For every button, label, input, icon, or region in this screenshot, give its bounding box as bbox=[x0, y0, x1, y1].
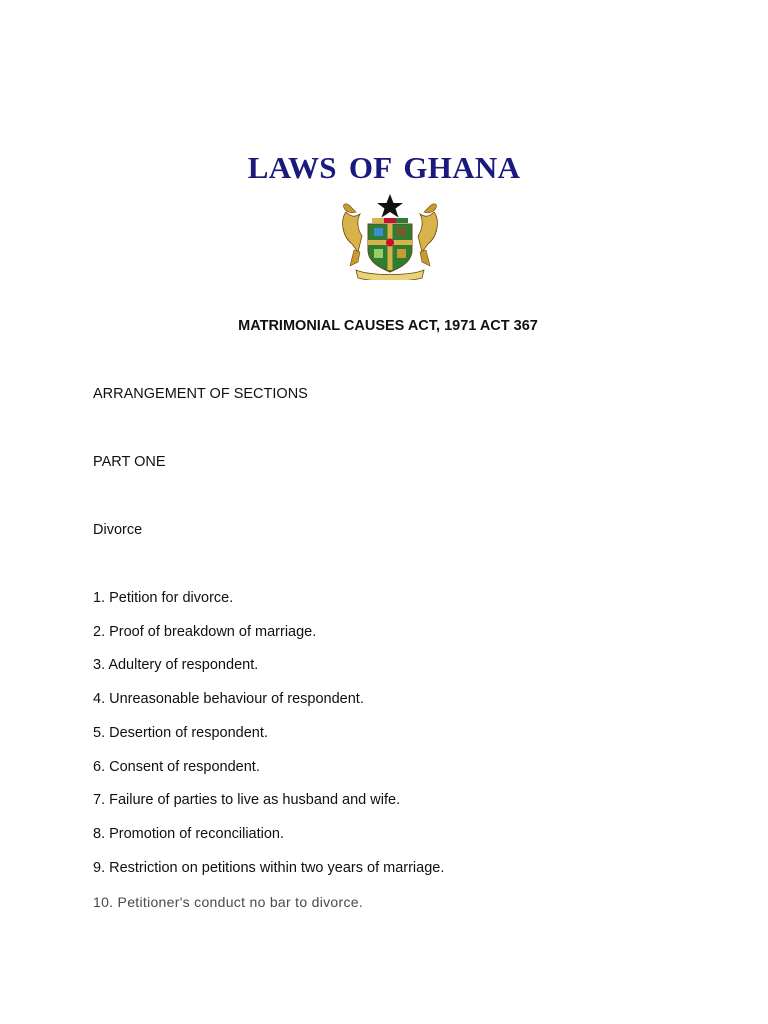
section-item: 5. Desertion of respondent. bbox=[93, 725, 268, 741]
section-item: 3. Adultery of respondent. bbox=[93, 657, 259, 673]
divorce-subheading: Divorce bbox=[93, 522, 143, 538]
document-title: LAWS OF GHANA bbox=[247, 150, 521, 185]
section-item: 7. Failure of parties to live as husband and wife. bbox=[93, 792, 401, 808]
arrangement-heading: ARRANGEMENT OF SECTIONS bbox=[93, 386, 308, 402]
part-heading: PART ONE bbox=[93, 454, 166, 470]
coat-of-arms-emblem bbox=[336, 192, 444, 280]
section-item: 4. Unreasonable behaviour of respondent. bbox=[93, 691, 364, 707]
section-item: 9. Restriction on petitions within two years of marriage. bbox=[93, 860, 445, 876]
section-item: 6. Consent of respondent. bbox=[93, 759, 260, 775]
section-item: 1. Petition for divorce. bbox=[93, 590, 234, 606]
section-item: 10. Petitioner's conduct no bar to divorce. bbox=[93, 894, 364, 910]
section-item: 8. Promotion of reconciliation. bbox=[93, 826, 285, 842]
section-item: 2. Proof of breakdown of marriage. bbox=[93, 624, 317, 640]
act-title: MATRIMONIAL CAUSES ACT, 1971 ACT 367 bbox=[238, 318, 538, 334]
